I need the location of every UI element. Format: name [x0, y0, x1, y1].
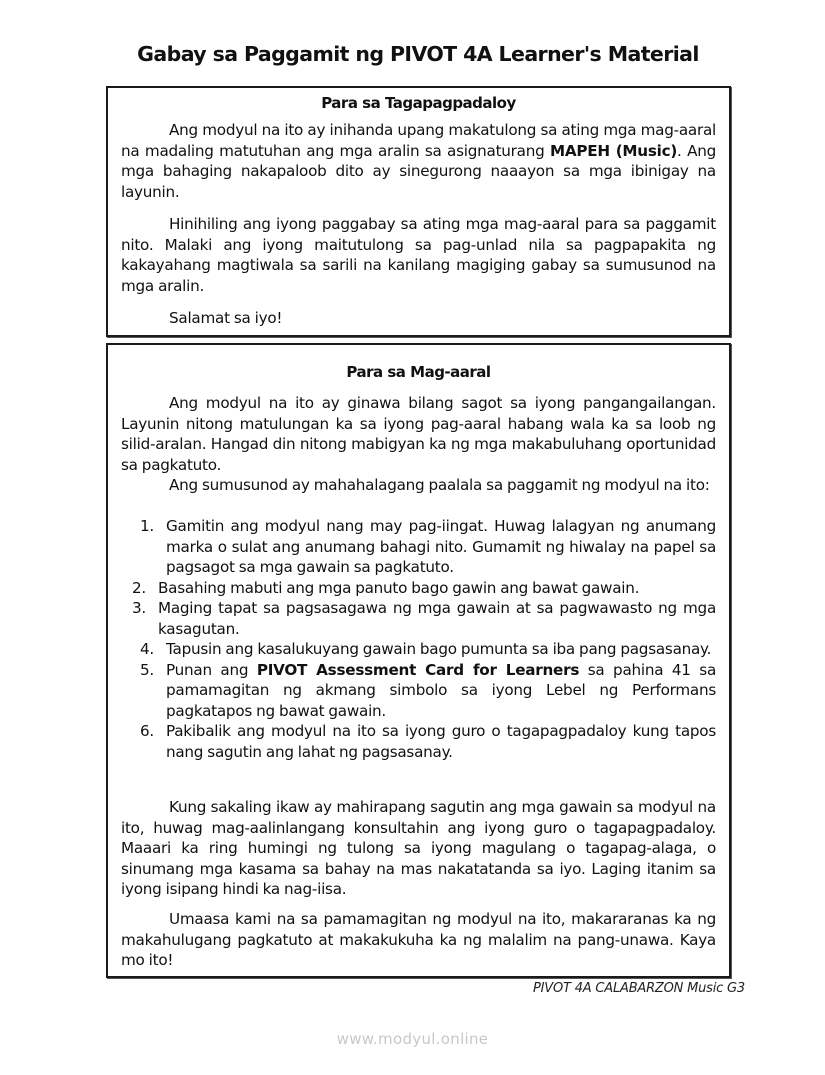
reminders-list: [121, 516, 716, 762]
learner-paragraph-3: Kung sakaling ikaw ay mahirapang sagutin ang mga gawain sa modyul na ito, huwag mag-aalinlangang konsultahin ang iyong guro o tagapagpadaloy. Maaari ka ring humingi ng tulong sa iyong magulang o tagapag-alaga, o sinumang mga kasama sa bahay na mas nakatatanda sa iyo. Laging itanim sa iyong isipang hindi ka nag-iisa.: [121, 798, 716, 898]
list-item: [121, 598, 716, 639]
list-item-text-cont: sa pahina 41 sa pamamagitan ng akmang simbolo sa iyong Lebel ng Performans pagkatapos ng bawat gawain.: [166, 660, 717, 720]
page-title: Gabay sa Paggamit ng PIVOT 4A Learner's Material: [137, 42, 699, 66]
facilitator-box: [106, 86, 731, 337]
facilitator-p1-text-cont: . Ang mga bahaging nakapaloob dito ay sinegurong naaayon sa mga ibinigay na layunin.: [121, 141, 716, 201]
watermark: www.modyul.online: [336, 1030, 489, 1048]
list-item-number: 4.: [140, 640, 154, 658]
facilitator-heading: Para sa Tagapagpadaloy: [321, 94, 516, 112]
learner-box: [106, 343, 731, 978]
list-item-text: Maging tapat sa pagsasagawa ng mga gawain at sa pagwawasto ng mga kasagutan.: [158, 599, 716, 638]
list-item-number: 2.: [132, 578, 146, 597]
list-item-text: Basahing mabuti ang mga panuto bago gawin ang bawat gawain.: [158, 578, 640, 597]
list-item: [121, 660, 716, 722]
learner-heading: Para sa Mag-aaral: [346, 363, 491, 381]
learner-paragraph-2: Ang sumusunod ay mahahalagang paalala sa paggamit ng modyul na ito:: [169, 476, 710, 494]
footer-reference: PIVOT 4A CALABARZON Music G3: [533, 981, 745, 996]
list-item-number: 6.: [140, 722, 154, 740]
list-item-number: 5.: [140, 660, 154, 679]
assessment-card-emphasis: PIVOT Assessment Card for Learners: [256, 660, 580, 679]
facilitator-paragraph-2: Hinihiling ang iyong paggabay sa ating mga mag-aaral para sa paggamit nito. Malaki ang iyong maitutulong sa pag-unlad nila sa pagpapakita ng kakayahang magtiwala sa sarili na kanilang magiging gabay sa sumusunod na mga aralin.: [121, 215, 716, 295]
list-item-number: 1.: [140, 517, 154, 535]
facilitator-thanks: Salamat sa iyo!: [169, 309, 283, 327]
learner-paragraph-1: Ang modyul na ito ay ginawa bilang sagot sa iyong pangangailangan. Layunin nitong matulungan ka sa iyong pag-aaral habang wala ka sa loob ng silid-aralan. Hangad din nitong mabigyan ka ng mga makabuluhang oportunidad sa pagkatuto.: [121, 394, 716, 474]
list-item-text: Gamitin ang modyul nang may pag-iingat. Huwag lalagyan ng anumang marka o sulat ang anumang bahagi nito. Gumamit ng hiwalay na papel sa pagsagot sa mga gawain sa pagkatuto.: [166, 517, 716, 576]
list-item-number: 3.: [132, 599, 146, 617]
list-item: [121, 721, 716, 762]
subject-emphasis: MAPEH (Music): [549, 141, 678, 160]
list-item-text: Punan ang: [166, 660, 257, 679]
list-item: [121, 516, 716, 578]
list-item-text: Tapusin ang kasalukuyang gawain bago pumunta sa iba pang pagsasanay.: [166, 640, 712, 658]
facilitator-p1-text: Ang modyul na ito ay inihanda upang makatulong sa ating mga mag-aaral na madaling matutuhan ang mga aralin sa asignaturang: [121, 121, 716, 160]
list-item: [121, 578, 716, 599]
learner-paragraph-4: Umaasa kami na sa pamamagitan ng modyul na ito, makararanas ka ng makahulugang pagkatuto at makakukuha ka ng malalim na pang-unawa. Kaya mo ito!: [121, 910, 716, 969]
list-item-text: Pakibalik ang modyul na ito sa iyong guro o tagapagpadaloy kung tapos nang sagutin ang lahat ng pagsasanay.: [166, 722, 716, 761]
list-item: [121, 639, 716, 660]
facilitator-paragraph-1: [121, 120, 716, 202]
